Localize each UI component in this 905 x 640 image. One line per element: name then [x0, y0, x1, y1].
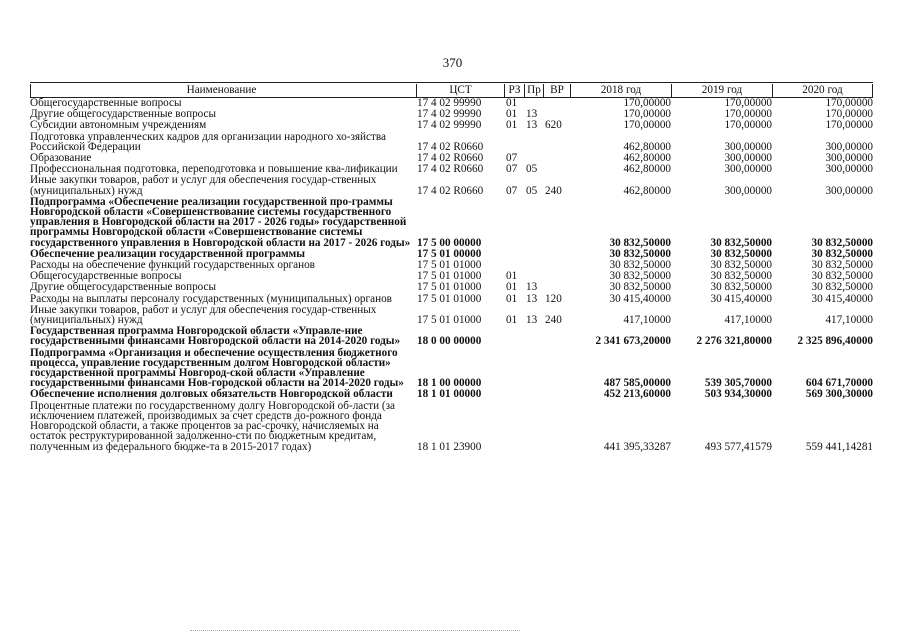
row-2020: 170,00000	[825, 98, 873, 109]
row-2020: 30 832,50000	[811, 248, 873, 260]
table-row	[30, 389, 873, 400]
row-2018: 2 341 673,20000	[595, 336, 671, 347]
row-2018: 441 395,33287	[603, 441, 671, 452]
row-cst: 18 1 00 00000	[417, 378, 482, 389]
row-rz: 01	[506, 109, 518, 120]
row-2020: 2 325 896,40000	[797, 336, 873, 347]
row-2019: 30 832,50000	[710, 282, 772, 293]
row-name: Образование	[30, 152, 92, 165]
row-2018: 462,80000	[623, 141, 671, 153]
row-vr: 240	[545, 315, 562, 326]
row-name: Иные закупки товаров, работ и услуг для обеспечения государ-ственных (муниципальных) нужд	[30, 174, 377, 197]
row-2018: 30 832,50000	[609, 282, 671, 293]
row-2018: 30 832,50000	[609, 237, 671, 248]
header-vr: ВР	[543, 84, 570, 97]
row-2018: 487 585,00000	[603, 378, 671, 389]
row-cst: 17 4 02 99990	[417, 109, 482, 120]
row-cst: 17 5 01 01000	[417, 271, 482, 282]
row-name: Профессиональная подготовка, переподготовка и повышение ква-лификации	[30, 163, 398, 176]
row-2020: 300,00000	[825, 185, 873, 196]
row-2019: 300,00000	[724, 185, 772, 196]
header-pr: Пр	[524, 84, 543, 97]
row-cst: 17 5 01 00000	[417, 248, 482, 260]
row-cst: 17 4 02 R0660	[417, 164, 484, 175]
row-name: Подготовка управленческих кадров для организации народного хо-зяйства Российской Федерации	[30, 130, 386, 153]
header-cst: ЦСТ	[416, 84, 504, 97]
row-rz: 07	[506, 153, 518, 164]
table-row	[30, 132, 873, 153]
row-2018: 452 213,60000	[603, 389, 671, 400]
row-name: Общегосударственные вопросы	[30, 97, 182, 109]
row-cst: 17 5 01 01000	[417, 260, 482, 271]
row-rz: 07	[506, 185, 518, 196]
table-row	[30, 305, 873, 326]
row-2019: 493 577,41579	[704, 441, 772, 452]
row-2019: 170,00000	[724, 109, 772, 120]
row-cst: 18 1 01 23900	[417, 441, 482, 452]
row-cst: 17 4 02 R0660	[417, 141, 484, 153]
row-name: Расходы на обеспечение функций государственных органов	[30, 259, 315, 272]
row-cst: 17 4 02 R0660	[417, 153, 484, 164]
row-2020: 30 415,40000	[811, 293, 873, 304]
row-2018: 30 832,50000	[609, 271, 671, 282]
row-cst: 17 4 02 99990	[417, 120, 482, 131]
row-cst: 17 4 02 99990	[417, 98, 482, 109]
table-body	[30, 98, 873, 453]
row-vr: 620	[545, 120, 562, 131]
header-name: Наименование	[30, 84, 416, 97]
table-row	[30, 282, 873, 293]
row-2018: 417,10000	[623, 315, 671, 326]
row-2019: 503 934,30000	[704, 389, 772, 400]
row-name: Подпрограмма «Обеспечение реализации государственной про-граммы Новгородской области «Совершенствование системы государственного управления в Новгородской области на 2017 - 2026 годы» государственной программы Новгородской области «Совершенствование системы государственного управления в Новгородской области на 2017 - 2026 годы»	[30, 195, 411, 249]
header-2019: 2019 год	[671, 84, 772, 97]
row-name: Подпрограмма «Организация и обеспечение осуществления бюджетного процесса, управление государственным долгом Новгородской области» государственной программы Новгород-ской области «Управление государственными финансами Нов-городской области на 2014-2020 годы»	[30, 346, 404, 390]
row-pr: 13	[526, 120, 538, 131]
row-2018: 170,00000	[623, 109, 671, 120]
header-rz: РЗ	[504, 84, 524, 97]
header-2018: 2018 год	[570, 84, 671, 97]
row-2018: 170,00000	[623, 120, 671, 131]
row-name: Обеспечение исполнения долговых обязательств Новгородской области	[30, 388, 393, 401]
row-pr: 05	[526, 164, 538, 175]
row-pr: 13	[526, 293, 538, 304]
page-number: 370	[442, 55, 463, 70]
row-2020: 559 441,14281	[805, 441, 873, 452]
row-rz: 07	[506, 164, 518, 175]
row-2019: 30 832,50000	[710, 237, 772, 248]
row-2020: 30 832,50000	[811, 260, 873, 271]
table-row	[30, 175, 873, 196]
table-row	[30, 197, 873, 249]
row-2020: 30 832,50000	[811, 271, 873, 282]
row-2018: 462,80000	[623, 185, 671, 196]
row-2019: 30 832,50000	[710, 248, 772, 260]
row-cst: 17 4 02 R0660	[417, 185, 484, 196]
row-2020: 300,00000	[825, 164, 873, 175]
row-name: Процентные платежи по государственному долгу Новгородской об-ласти (за исключением платежей, производимых за счет средств до-рожного фонда Новгородской области, а также процентов за рас-срочку, начисляемых на остаток реструктурированной задолженно-сти по бюджетным кредитам, полученным из федерального бюдже-та в 2015-2017 годах)	[30, 399, 395, 453]
row-2019: 30 832,50000	[710, 271, 772, 282]
row-2018: 30 832,50000	[609, 260, 671, 271]
row-rz: 01	[506, 271, 518, 282]
row-2019: 30 415,40000	[710, 293, 772, 304]
row-2020: 300,00000	[825, 141, 873, 153]
row-2018: 30 832,50000	[609, 248, 671, 260]
row-2019: 300,00000	[724, 141, 772, 153]
row-2019: 300,00000	[724, 164, 772, 175]
row-2018: 462,80000	[623, 153, 671, 164]
row-pr: 13	[526, 315, 538, 326]
row-2019: 539 305,70000	[704, 378, 772, 389]
table-row	[30, 120, 873, 131]
row-name: Общегосударственные вопросы	[30, 270, 182, 283]
row-cst: 17 5 01 01000	[417, 293, 482, 304]
row-2020: 30 832,50000	[811, 282, 873, 293]
row-cst: 17 5 01 01000	[417, 282, 482, 293]
row-2020: 569 300,30000	[805, 389, 873, 400]
row-vr: 240	[545, 185, 562, 196]
row-2018: 170,00000	[623, 98, 671, 109]
row-2020: 170,00000	[825, 109, 873, 120]
row-2020: 604 671,70000	[805, 378, 873, 389]
row-2020: 417,10000	[825, 315, 873, 326]
row-2020: 300,00000	[825, 153, 873, 164]
scan-artifact-line	[190, 630, 520, 632]
row-name: Расходы на выплаты персоналу государственных (муниципальных) органов	[30, 292, 392, 305]
row-2018: 30 415,40000	[609, 293, 671, 304]
row-rz: 01	[506, 315, 518, 326]
row-cst: 17 5 01 01000	[417, 315, 482, 326]
row-name: Обеспечение реализации государственной программы	[30, 247, 306, 260]
row-pr: 13	[526, 109, 538, 120]
row-pr: 13	[526, 282, 538, 293]
row-2019: 30 832,50000	[710, 260, 772, 271]
table-row	[30, 348, 873, 390]
table-row	[30, 401, 873, 453]
row-2020: 30 832,50000	[811, 237, 873, 248]
budget-table	[30, 82, 873, 453]
row-2018: 462,80000	[623, 164, 671, 175]
row-rz: 01	[506, 282, 518, 293]
row-rz: 01	[506, 120, 518, 131]
row-2019: 2 276 321,80000	[696, 336, 772, 347]
row-name: Другие общегосударственные вопросы	[30, 108, 217, 121]
table-header-row	[30, 82, 873, 98]
row-cst: 17 5 00 00000	[417, 237, 482, 248]
row-2019: 300,00000	[724, 153, 772, 164]
row-rz: 01	[506, 293, 518, 304]
row-2019: 170,00000	[724, 98, 772, 109]
row-2020: 170,00000	[825, 120, 873, 131]
row-cst: 18 0 00 00000	[417, 336, 482, 347]
table-row	[30, 326, 873, 347]
row-name: Другие общегосударственные вопросы	[30, 281, 217, 294]
row-2019: 170,00000	[724, 120, 772, 131]
row-name: Иные закупки товаров, работ и услуг для обеспечения государ-ственных (муниципальных) нужд	[30, 303, 377, 327]
row-rz: 01	[506, 98, 518, 109]
row-name: Государственная программа Новгородской области «Управле-ние государственными финансами Новгородской области на 2014-2020 годы»	[30, 325, 401, 348]
row-pr: 05	[526, 185, 538, 196]
row-2019: 417,10000	[724, 315, 772, 326]
row-cst: 18 1 01 00000	[417, 389, 482, 400]
row-vr: 120	[545, 293, 562, 304]
header-2020: 2020 год	[772, 84, 873, 97]
row-name: Субсидии автономным учреждениям	[30, 119, 207, 132]
